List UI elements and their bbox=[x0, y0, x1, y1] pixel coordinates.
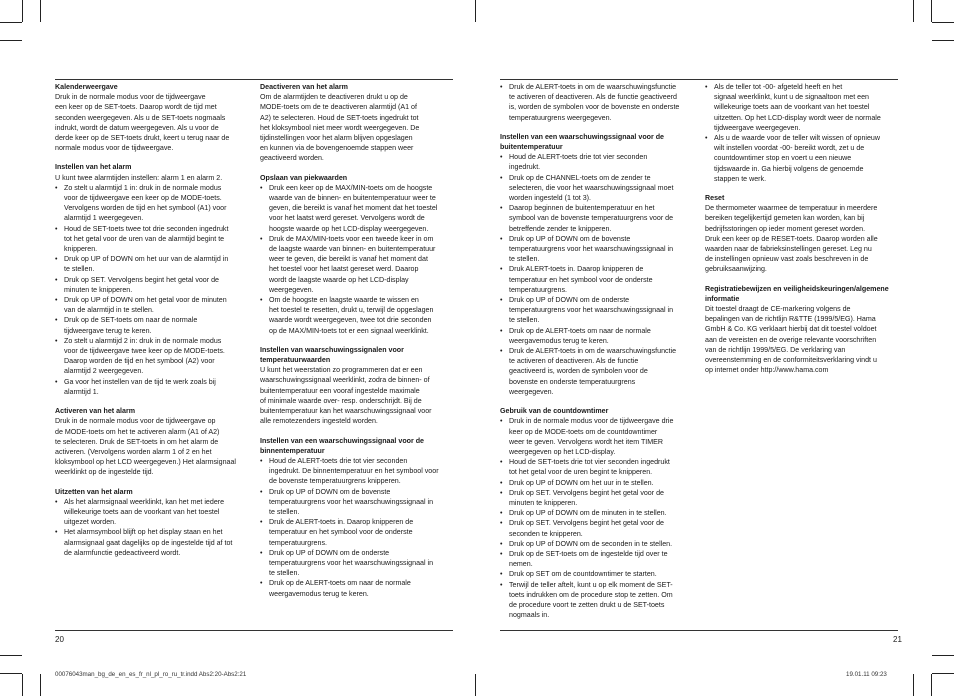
crop-mark bbox=[22, 674, 23, 696]
text-line: van de richtlijn 1999/5/EG. De verklaring van bbox=[705, 345, 846, 354]
text-line: uitzetten. Op het LCD-display wordt weer de normale bbox=[714, 113, 881, 122]
text-line: • Druk de ALERT-toets in. Daarop knipperen de bbox=[269, 518, 414, 527]
text-line: alarmtijd 1. bbox=[64, 387, 99, 396]
list-item bbox=[55, 275, 255, 295]
text-line: • Als het alarmsignaal weerklinkt, kan het met iedere bbox=[64, 497, 225, 506]
list-item bbox=[260, 548, 458, 579]
list-item bbox=[55, 527, 255, 558]
text-column-3 bbox=[500, 82, 700, 629]
section-heading: Uitzetten van het alarm bbox=[55, 487, 133, 496]
text-line: bedrijfsstoringen op ieder moment gereset worden. bbox=[705, 224, 866, 233]
text-line: • Druk op UP of DOWN om het getal voor de minuten bbox=[64, 296, 227, 305]
text-column-2 bbox=[260, 82, 458, 608]
footer-date: 19.01.11 09:23 bbox=[846, 671, 887, 678]
list-item bbox=[500, 82, 700, 123]
paragraph bbox=[705, 304, 905, 375]
text-line: te stellen. bbox=[64, 265, 95, 274]
section-heading: Instellen van het alarm bbox=[55, 163, 132, 172]
text-column-1 bbox=[55, 82, 255, 567]
section bbox=[500, 406, 700, 620]
text-line: • Druk op de SET-toets om naar de normale bbox=[64, 316, 198, 325]
bullet-list bbox=[55, 497, 255, 558]
text-line: de laagste waarde van binnen- en buitentemperatuur bbox=[269, 245, 436, 254]
section bbox=[55, 487, 255, 558]
text-line: temperatuur en het symbool voor de onderste bbox=[269, 528, 413, 537]
text-line: nemen. bbox=[509, 560, 533, 569]
list-item bbox=[705, 133, 905, 184]
text-line: activeren. (Vervolgens worden alarm 1 of 2 en het bbox=[55, 447, 212, 456]
section bbox=[55, 82, 255, 153]
text-line: countdowntimer stop en voert u een nieuwe bbox=[714, 154, 852, 163]
text-line: • Het alarmsymbool blijft op het display staan en het bbox=[64, 528, 223, 537]
text-line: te activeren of deactiveren. Als de functie bbox=[509, 357, 639, 366]
list-item bbox=[260, 183, 458, 234]
text-line: nogmaals in. bbox=[509, 611, 550, 620]
crop-mark bbox=[931, 674, 932, 696]
text-line: ingedrukt. De binnentemperatuur en het symbool voor bbox=[269, 467, 439, 476]
paragraph bbox=[260, 92, 458, 163]
text-line: • Druk op de ALERT-toets om naar de normale bbox=[509, 326, 651, 335]
text-line: waarschuwingssignaal weerklinkt, zodra de binnen- of bbox=[260, 376, 430, 385]
bullet-list bbox=[260, 456, 458, 599]
text-line: Om de alarmtijden te deactiveren drukt u op de bbox=[260, 93, 408, 102]
text-line: voor het laatst werd gereset. Vervolgens wordt de bbox=[269, 214, 425, 223]
text-line: willekeurige toets aan de voorkant van het toestel bbox=[64, 507, 220, 516]
section bbox=[260, 345, 458, 427]
list-item bbox=[260, 517, 458, 548]
section-heading: Registratiebewijzen en veiligheidskeuringen/algemene informatie bbox=[705, 284, 889, 303]
list-item bbox=[500, 518, 700, 538]
section bbox=[260, 436, 458, 599]
text-line: • Druk op UP of DOWN om de seconden in te stellen. bbox=[509, 539, 673, 548]
text-line: weergegeven op het LCD-display. bbox=[509, 447, 616, 456]
list-item bbox=[500, 539, 700, 549]
text-line: symbool van de bovenste temperatuurgrens voor de bbox=[509, 214, 674, 223]
bullet-list bbox=[500, 82, 700, 123]
bullet-list bbox=[500, 152, 700, 397]
text-line: de instellingen opnieuw vast zoals beschreven in de bbox=[705, 255, 869, 264]
text-line: • Houd de SET-toets twee tot drie seconden ingedrukt bbox=[64, 224, 229, 233]
text-line: Druk een keer op de RESET-toets. Daarop worden alle bbox=[705, 234, 878, 243]
text-line: op de MAX/MIN-toets tot er een signaal weerklinkt. bbox=[269, 326, 429, 335]
list-item bbox=[55, 377, 255, 397]
list-item bbox=[500, 264, 700, 295]
text-line: • Druk de MAX/MIN-toets voor een tweede keer in om bbox=[269, 234, 434, 243]
text-line: • Als u de waarde voor de teller wilt wissen of opnieuw bbox=[714, 134, 880, 143]
text-line: wilt instellen voordat -00- bereikt wordt, zet u de bbox=[714, 144, 865, 153]
text-line: geactiveerd is, worden de symbolen voor de bbox=[509, 367, 648, 376]
text-line: Dit toestel draagt de CE-markering volgens de bbox=[705, 305, 851, 314]
header-rule bbox=[55, 79, 453, 80]
text-line: temperatuurgrens voor het waarschuwingssignaal in bbox=[269, 558, 434, 567]
crop-mark bbox=[932, 22, 954, 23]
text-line: van de alarmtijd in te stellen. bbox=[64, 306, 154, 315]
text-line: temperatuurgrens voor het waarschuwingssignaal in bbox=[509, 245, 674, 254]
paragraph bbox=[55, 92, 255, 153]
text-line: tijdweergave weergegeven. bbox=[714, 123, 801, 132]
text-line: • Houd de ALERT-toets drie tot vier seconden bbox=[269, 456, 408, 465]
crop-mark bbox=[475, 674, 476, 696]
list-item bbox=[260, 578, 458, 598]
text-line: tot het getal voor de uren begint te knipperen. bbox=[509, 468, 653, 477]
text-line: weergavemodus terug te keren. bbox=[269, 589, 369, 598]
section bbox=[55, 406, 255, 477]
list-item bbox=[500, 488, 700, 508]
text-line: de procedure voort te zetten drukt u de SET-toets bbox=[509, 600, 665, 609]
text-line: • Druk op UP of DOWN om de onderste bbox=[269, 548, 390, 557]
list-item bbox=[500, 580, 700, 621]
text-line: uitgezet worden. bbox=[64, 518, 117, 527]
text-line: normale modus voor de tijdweergave. bbox=[55, 144, 174, 153]
crop-mark bbox=[40, 0, 41, 22]
text-line: hoogste waarde op het LCD-display weergegeven. bbox=[269, 224, 429, 233]
list-item bbox=[55, 224, 255, 255]
text-line: of minimale waarde over- resp. onderschrijdt. Bij de bbox=[260, 396, 422, 405]
list-item bbox=[500, 346, 700, 397]
crop-mark bbox=[40, 674, 41, 696]
text-line: te stellen. bbox=[269, 507, 300, 516]
text-line: weergavemodus terug te keren. bbox=[509, 336, 609, 345]
section bbox=[500, 132, 700, 397]
text-line: overeenstemming en de conformiteitsverklaring vindt u bbox=[705, 356, 877, 365]
text-line: aan de vereisten en de overige relevante voorschriften bbox=[705, 335, 877, 344]
text-line: U kunt twee alarmtijden instellen: alarm 1 en alarm 2. bbox=[55, 173, 223, 182]
text-line: is, worden de symbolen voor de bovenste en onderste bbox=[509, 103, 680, 112]
list-item bbox=[500, 508, 700, 518]
text-line: • Druk op UP of DOWN om de minuten in te stellen. bbox=[509, 509, 667, 518]
list-item bbox=[500, 457, 700, 477]
text-line: A2) te selecteren. Houd de SET-toets ingedrukt tot bbox=[260, 113, 419, 122]
footer-rule bbox=[500, 630, 898, 631]
text-line: en kunnen via de bovengenoemde stappen weer bbox=[260, 144, 414, 153]
text-line: seconden te knipperen. bbox=[509, 529, 583, 538]
crop-mark bbox=[932, 655, 954, 656]
text-line: weer te geven, die bereikt is vanaf het moment dat bbox=[269, 255, 428, 264]
list-item bbox=[500, 295, 700, 326]
section bbox=[705, 82, 905, 184]
text-line: • Druk op SET. Vervolgens begint het getal voor de bbox=[64, 275, 219, 284]
text-line: buitentemperatuur kan het waarschuwingssignaal voor bbox=[260, 407, 432, 416]
list-item bbox=[500, 549, 700, 569]
list-item bbox=[55, 183, 255, 224]
text-line: • Druk in de normale modus voor de tijdweergave drie bbox=[509, 417, 674, 426]
text-line: weerklinkt op de ingestelde tijd. bbox=[55, 468, 154, 477]
text-line: • Zo stelt u alarmtijd 1 in: druk in de normale modus bbox=[64, 183, 222, 192]
section bbox=[705, 193, 905, 275]
text-line: te activeren of deactiveren. Als de functie geactiveerd bbox=[509, 93, 677, 102]
text-line: • Druk op UP of DOWN om het uur van de alarmtijd in bbox=[64, 255, 229, 264]
section-heading: Kalenderweergave bbox=[55, 83, 118, 91]
text-line: bereiken tegelijkertijd gemeten kan worden, kan bij bbox=[705, 214, 865, 223]
crop-mark bbox=[0, 655, 22, 656]
crop-mark bbox=[475, 0, 476, 22]
text-line: te stellen. bbox=[269, 569, 300, 578]
text-line: De thermometer waarmee de temperatuur in meerdere bbox=[705, 204, 878, 213]
section bbox=[55, 162, 255, 397]
text-line: temperatuurgrens weergegeven. bbox=[509, 113, 612, 122]
text-line: • Om de hoogste en laagste waarde te wissen en bbox=[269, 296, 419, 305]
text-line: tijdweergave terug te keren. bbox=[64, 326, 152, 335]
list-item bbox=[500, 152, 700, 172]
text-line: derde keer op de SET-toets drukt, keert u terug naar de bbox=[55, 134, 230, 143]
page-number-left: 20 bbox=[55, 635, 64, 644]
text-line: stappen te werk. bbox=[714, 174, 767, 183]
text-line: ingedrukt. bbox=[509, 163, 541, 172]
text-line: seconden weergegeven. Als u de SET-toets nogmaals bbox=[55, 113, 226, 122]
crop-mark bbox=[913, 674, 914, 696]
text-line: temperatuur en het symbool voor de onderste bbox=[509, 275, 653, 284]
list-item bbox=[500, 326, 700, 346]
text-line: buitentemperatuur een vooraf ingestelde maximale bbox=[260, 386, 420, 395]
section bbox=[260, 173, 458, 336]
text-line: • Druk een keer op de MAX/MIN-toets om de hoogste bbox=[269, 183, 433, 192]
text-line: een keer op de SET-toets. Daarop wordt de tijd met bbox=[55, 103, 217, 112]
text-line: • Druk op SET om de countdowntimer te starten. bbox=[509, 570, 657, 579]
page-number-right: 21 bbox=[893, 635, 902, 644]
text-line: temperatuurgrens. bbox=[269, 538, 327, 547]
text-line: weer te geven. Vervolgens wordt het item TIMER bbox=[509, 437, 664, 446]
text-line: • Druk op UP of DOWN om de bovenste bbox=[509, 234, 631, 243]
text-line: tijdinstellingen voor het alarm blijven opgeslagen bbox=[260, 134, 413, 143]
section-heading: Instellen van een waarschuwingssignaal voor de buitentemperatuur bbox=[500, 132, 664, 152]
text-line: MODE-toets om de te deactiveren alarmtijd (A1 of bbox=[260, 103, 417, 112]
crop-mark bbox=[932, 673, 954, 674]
text-line: te stellen. bbox=[509, 316, 540, 325]
text-line: alarmtijd 1 weergegeven. bbox=[64, 214, 144, 223]
text-line: • Druk op de ALERT-toets om naar de normale bbox=[269, 579, 411, 588]
section-heading: Reset bbox=[705, 194, 725, 203]
text-line: voor de tijdweergave een keer op de MODE-toets. bbox=[64, 194, 222, 203]
text-line: alarmsignaal gaat dagelijks op de ingestelde tijd af tot bbox=[64, 538, 233, 547]
text-line: • Druk ALERT-toets in. Daarop knipperen de bbox=[509, 265, 644, 274]
text-line: de bovenste temperatuurgrens knipperen. bbox=[269, 477, 401, 486]
section-heading: Gebruik van de countdowntimer bbox=[500, 407, 609, 416]
text-line: worden ingesteld (1 tot 3). bbox=[509, 194, 592, 203]
paragraph bbox=[260, 365, 458, 426]
section bbox=[500, 82, 700, 123]
text-line: • Druk op SET. Vervolgens begint het getal voor de bbox=[509, 519, 664, 528]
list-item bbox=[500, 569, 700, 579]
list-item bbox=[55, 295, 255, 315]
crop-mark bbox=[0, 673, 22, 674]
text-line: bovenste en onderste temperatuurgrens bbox=[509, 377, 636, 386]
text-column-4 bbox=[705, 82, 905, 384]
crop-mark bbox=[932, 40, 954, 41]
text-line: toets indrukken om de procedure stop te zetten. Om bbox=[509, 590, 673, 599]
header-rule bbox=[500, 79, 898, 80]
text-line: indrukt, wordt de datum weergegeven. Als u voor de bbox=[55, 123, 219, 132]
paragraph bbox=[55, 173, 255, 183]
text-line: signaal weerklinkt, kunt u de signaaltoon met een bbox=[714, 93, 869, 102]
section-heading: Instellen van een waarschuwingssignaal voor de binnentemperatuur bbox=[260, 436, 424, 455]
text-line: betreffende zender te knipperen. bbox=[509, 224, 612, 233]
section bbox=[260, 82, 458, 164]
bullet-list bbox=[55, 183, 255, 397]
crop-mark bbox=[913, 0, 914, 22]
text-line: waarde wordt weergegeven, twee tot drie seconden bbox=[269, 316, 432, 325]
text-line: selecteren, die voor het waarschuwingssignaal moet bbox=[509, 183, 674, 192]
bullet-list bbox=[260, 183, 458, 336]
list-item bbox=[55, 254, 255, 274]
list-item bbox=[500, 234, 700, 265]
section-heading: Opslaan van piekwaarden bbox=[260, 173, 348, 182]
text-line: GmbH & Co. KG verklaart hierbij dat dit toestel voldoet bbox=[705, 325, 877, 334]
bullet-list bbox=[705, 82, 905, 184]
text-line: • Druk de ALERT-toets in om de waarschuwingsfunctie bbox=[509, 83, 677, 91]
text-line: alarmtijd 2 weergegeven. bbox=[64, 367, 144, 376]
footer-filename: 00076043man_bg_de_en_es_fr_nl_pl_ro_ru_tr.indd Abs2:20-Abs2:21 bbox=[55, 671, 247, 678]
text-line: te selecteren. Druk de SET-toets in om het alarm de bbox=[55, 437, 219, 446]
text-line: geven, die bereikt is vanaf het moment dat het toestel bbox=[269, 204, 438, 213]
text-line: • Druk op de CHANNEL-toets om de zender te bbox=[509, 173, 651, 182]
section-heading: Deactiveren van het alarm bbox=[260, 83, 348, 91]
text-line: bepalingen van de richtlijn R&TTE (1999/5/EG). Hama bbox=[705, 315, 876, 324]
text-line: • Zo stelt u alarmtijd 2 in: druk in de normale modus bbox=[64, 336, 222, 345]
text-line: • Terwijl de teller aftelt, kunt u op elk moment de SET- bbox=[509, 580, 673, 589]
footer-rule bbox=[55, 630, 453, 631]
text-line: wordt de laagste waarde op het LCD-display bbox=[269, 275, 409, 284]
text-line: Vervolgens worden de tijd en het symbool (A1) voor bbox=[64, 204, 227, 213]
text-line: de alarmfunctie gedeactiveerd wordt. bbox=[64, 548, 181, 557]
text-line: waarde van de binnen- en buitentemperatuur weer te bbox=[269, 194, 436, 203]
text-line: • Houd de SET-toets drie tot vier seconden ingedrukt bbox=[509, 458, 670, 467]
text-line: willekeurige toets aan de voorkant van het toestel bbox=[714, 103, 870, 112]
text-line: waarden naar de fabrieksinstellingen gereset. Leg nu bbox=[705, 245, 872, 254]
crop-mark bbox=[0, 40, 22, 41]
text-line: • Als de teller tot -00- afgeteld heeft en het bbox=[714, 83, 843, 91]
list-item bbox=[500, 173, 700, 204]
text-line: alle remotezenders ingesteld worden. bbox=[260, 417, 378, 426]
list-item bbox=[705, 82, 905, 133]
list-item bbox=[260, 295, 458, 336]
paragraph bbox=[705, 203, 905, 274]
text-line: kloksymbool op het LCD weergegeven.) Het alarmsignaal bbox=[55, 458, 236, 467]
text-line: keer op de MODE-toets om de countdowntimer bbox=[509, 427, 658, 436]
section-heading: Instellen van waarschuwingssignalen voor temperatuurwaarden bbox=[260, 345, 404, 365]
text-line: voor de tijdweergave twee keer op de MODE-toets. bbox=[64, 347, 225, 356]
text-line: de MODE-toets om het te activeren alarm (A1 of A2) bbox=[55, 427, 220, 436]
text-line: minuten te knipperen. bbox=[509, 498, 578, 507]
text-line: het kloksymbool niet meer wordt weergegeven. De bbox=[260, 123, 420, 132]
text-line: • Druk op UP of DOWN om het uur in te stellen. bbox=[509, 478, 654, 487]
list-item bbox=[260, 234, 458, 295]
section bbox=[705, 284, 905, 376]
text-line: temperatuurgrens voor het waarschuwingssignaal in bbox=[269, 497, 434, 506]
text-line: temperatuurgrens voor het waarschuwingssignaal in bbox=[509, 306, 674, 315]
text-line: weergegeven. bbox=[269, 285, 314, 294]
text-line: U kunt het weerstation zo programmeren dat er een bbox=[260, 366, 423, 375]
list-item bbox=[500, 203, 700, 234]
text-line: • Druk op de SET-toets om de ingestelde tijd over te bbox=[509, 549, 668, 558]
text-line: • Druk op UP of DOWN om de onderste bbox=[509, 296, 630, 305]
paragraph bbox=[55, 416, 255, 477]
text-line: minuten te knipperen. bbox=[64, 285, 133, 294]
text-line: • Druk op SET. Vervolgens begint het getal voor de bbox=[509, 488, 664, 497]
text-line: temperatuurgrens. bbox=[509, 285, 567, 294]
list-item bbox=[260, 487, 458, 518]
text-line: tot het getal voor de uren van de alarmtijd begint te bbox=[64, 234, 225, 243]
bullet-list bbox=[500, 416, 700, 620]
text-line: knipperen. bbox=[64, 245, 98, 254]
list-item bbox=[55, 497, 255, 528]
list-item bbox=[260, 456, 458, 487]
crop-mark bbox=[931, 0, 932, 22]
section-heading: Activeren van het alarm bbox=[55, 407, 136, 416]
text-line: Druk in de normale modus voor de tijdweergave bbox=[55, 93, 206, 102]
text-line: • Ga voor het instellen van de tijd te werk zoals bij bbox=[64, 377, 216, 386]
text-line: op internet onder http://www.hama.com bbox=[705, 366, 829, 375]
text-line: weergegeven. bbox=[509, 387, 554, 396]
text-line: gebruiksaanwijzing. bbox=[705, 265, 767, 274]
text-line: • Druk op UP of DOWN om de bovenste bbox=[269, 487, 391, 496]
text-line: het toestel voor het laatst gereset werd. Daarop bbox=[269, 265, 419, 274]
text-line: Druk in de normale modus voor de tijdweergave op bbox=[55, 417, 216, 426]
list-item bbox=[500, 416, 700, 457]
list-item bbox=[55, 315, 255, 335]
crop-mark bbox=[22, 0, 23, 22]
list-item bbox=[500, 478, 700, 488]
list-item bbox=[55, 336, 255, 377]
text-line: het toestel te resetten, drukt u, terwijl de opgeslagen bbox=[269, 306, 434, 315]
text-line: tijdswaarde in. Ga hierbij volgens de genoemde bbox=[714, 164, 864, 173]
text-line: • Daarop beginnen de buitentemperatuur en het bbox=[509, 204, 655, 213]
text-line: geactiveerd worden. bbox=[260, 154, 324, 163]
text-line: • Druk de ALERT-toets in om de waarschuwingsfunctie bbox=[509, 347, 677, 356]
text-line: te stellen. bbox=[509, 255, 540, 264]
text-line: • Houd de ALERT-toets drie tot vier seconden bbox=[509, 153, 648, 162]
crop-mark bbox=[0, 22, 22, 23]
text-line: Daarop worden de tijd en het symbool (A2) voor bbox=[64, 357, 215, 366]
